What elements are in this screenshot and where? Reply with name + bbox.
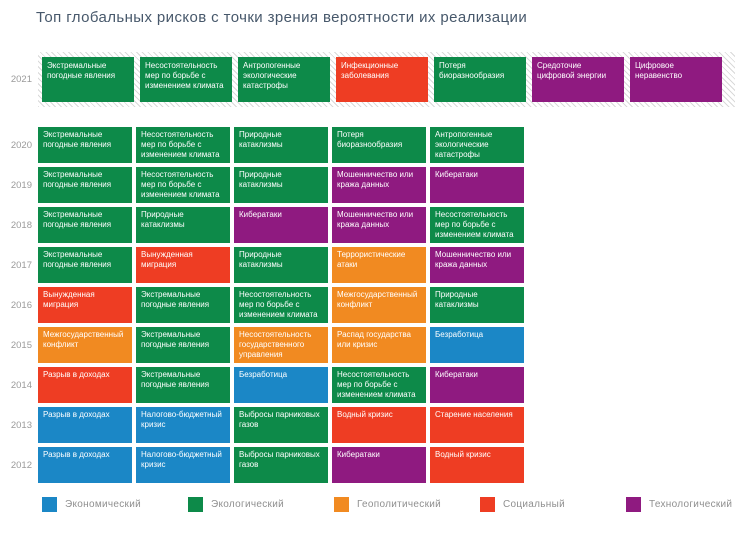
year-row-2015	[0, 327, 740, 363]
risk-cell: Вынужденная миграция	[136, 247, 230, 283]
risk-cell: Налогово-бюджетный кризис	[136, 407, 230, 443]
risk-cell: Мошенничество или кража данных	[332, 167, 426, 203]
risk-cells	[38, 447, 524, 483]
risk-cell: Террористические атаки	[332, 247, 426, 283]
risk-cells	[38, 207, 524, 243]
year-label: 2017	[10, 259, 32, 271]
risk-cell: Экстремальные погодные явления	[38, 247, 132, 283]
risk-cell: Несостоятельность мер по борьбе с изменением климата	[140, 57, 232, 102]
risk-cell: Инфекционные заболевания	[336, 57, 428, 102]
risk-cell: Кибератаки	[430, 367, 524, 403]
risk-cell: Мошенничество или кража данных	[332, 207, 426, 243]
year-label: 2020	[10, 139, 32, 151]
legend-item-ecological	[188, 497, 334, 512]
risk-cell: Потеря биоразнообразия	[332, 127, 426, 163]
year-label: 2012	[10, 459, 32, 471]
risk-cell: Водный кризис	[430, 447, 524, 483]
risk-cells	[38, 167, 524, 203]
year-label: 2019	[10, 179, 32, 191]
risk-cell: Водный кризис	[332, 407, 426, 443]
legend-swatch	[188, 497, 203, 512]
year-row-2014	[0, 367, 740, 403]
risk-cells	[38, 127, 524, 163]
risk-cell: Несостоятельность мер по борьбе с изменением климата	[136, 127, 230, 163]
risk-cell: Несостоятельность государственного управления	[234, 327, 328, 363]
legend-swatch	[42, 497, 57, 512]
legend-label: Технологический	[649, 499, 733, 510]
risk-cell: Несостоятельность мер по борьбе с изменением климата	[136, 167, 230, 203]
legend-item-economic	[42, 497, 188, 512]
risk-cell: Природные катаклизмы	[136, 207, 230, 243]
legend-swatch	[480, 497, 495, 512]
risk-cell: Разрыв в доходах	[38, 367, 132, 403]
risk-cell: Старение населения	[430, 407, 524, 443]
risk-cells	[38, 327, 524, 363]
legend-item-geopolitical	[334, 497, 480, 512]
risk-cell: Экстремальные погодные явления	[38, 207, 132, 243]
risk-cell: Несостоятельность мер по борьбе с изменением климата	[234, 287, 328, 323]
risk-cell: Безработица	[234, 367, 328, 403]
risk-cell: Природные катаклизмы	[234, 127, 328, 163]
risk-cell: Экстремальные погодные явления	[42, 57, 134, 102]
legend-label: Геополитический	[357, 499, 442, 510]
year-row-2017	[0, 247, 740, 283]
year-label: 2016	[10, 299, 32, 311]
risk-cell: Разрыв в доходах	[38, 447, 132, 483]
risk-cell: Природные катаклизмы	[234, 247, 328, 283]
risk-cell: Экстремальные погодные явления	[38, 127, 132, 163]
risk-cells	[38, 407, 524, 443]
year-row-2013	[0, 407, 740, 443]
legend-item-societal	[480, 497, 626, 512]
risk-cell: Природные катаклизмы	[430, 287, 524, 323]
risk-cell: Экстремальные погодные явления	[38, 167, 132, 203]
legend-swatch	[334, 497, 349, 512]
year-row-2012	[0, 447, 740, 483]
year-label: 2021	[10, 74, 32, 85]
year-label: 2013	[10, 419, 32, 431]
risk-cells	[38, 287, 524, 323]
risk-cell: Несостоятельность мер по борьбе с изменением климата	[332, 367, 426, 403]
year-row-2019	[0, 167, 740, 203]
legend-label: Социальный	[503, 499, 565, 510]
year-label: 2018	[10, 219, 32, 231]
risk-cell: Разрыв в доходах	[38, 407, 132, 443]
risk-cell: Природные катаклизмы	[234, 167, 328, 203]
legend	[42, 497, 740, 512]
year-row-2021	[0, 52, 740, 107]
risk-cell: Выбросы парниковых газов	[234, 407, 328, 443]
risk-cell: Кибератаки	[332, 447, 426, 483]
risk-cell: Потеря биоразнообразия	[434, 57, 526, 102]
risk-cell: Мошенничество или кража данных	[430, 247, 524, 283]
risk-cell: Вынужденная миграция	[38, 287, 132, 323]
year-row-2016	[0, 287, 740, 323]
chart-title: Топ глобальных рисков с точки зрения вероятности их реализации	[36, 9, 528, 26]
risk-cell: Антропогенные экологические катастрофы	[430, 127, 524, 163]
risk-cell: Выбросы парниковых газов	[234, 447, 328, 483]
highlight-band	[38, 52, 735, 107]
risk-cell: Цифровое неравенство	[630, 57, 722, 102]
risk-cell: Кибератаки	[234, 207, 328, 243]
risk-cell: Средоточие цифровой энергии	[532, 57, 624, 102]
risk-cell: Межгосударственный конфликт	[332, 287, 426, 323]
year-label: 2014	[10, 379, 32, 391]
risk-cell: Распад государства или кризис	[332, 327, 426, 363]
risk-cell: Несостоятельность мер по борьбе с изменением климата	[430, 207, 524, 243]
risk-cell: Безработица	[430, 327, 524, 363]
risk-cell: Кибератаки	[430, 167, 524, 203]
risk-cells	[38, 247, 524, 283]
legend-item-technological	[626, 497, 740, 512]
risk-cells	[38, 367, 524, 403]
risk-cell: Антропогенные экологические катастрофы	[238, 57, 330, 102]
risk-cell: Налогово-бюджетный кризис	[136, 447, 230, 483]
risk-cell: Экстремальные погодные явления	[136, 287, 230, 323]
legend-label: Экономический	[65, 499, 141, 510]
year-row-2018	[0, 207, 740, 243]
legend-label: Экологический	[211, 499, 284, 510]
risk-cell: Межгосударственный конфликт	[38, 327, 132, 363]
legend-swatch	[626, 497, 641, 512]
risk-grid	[0, 52, 740, 487]
year-row-2020	[0, 127, 740, 163]
year-label: 2015	[10, 339, 32, 351]
risk-cell: Экстремальные погодные явления	[136, 327, 230, 363]
risk-cell: Экстремальные погодные явления	[136, 367, 230, 403]
